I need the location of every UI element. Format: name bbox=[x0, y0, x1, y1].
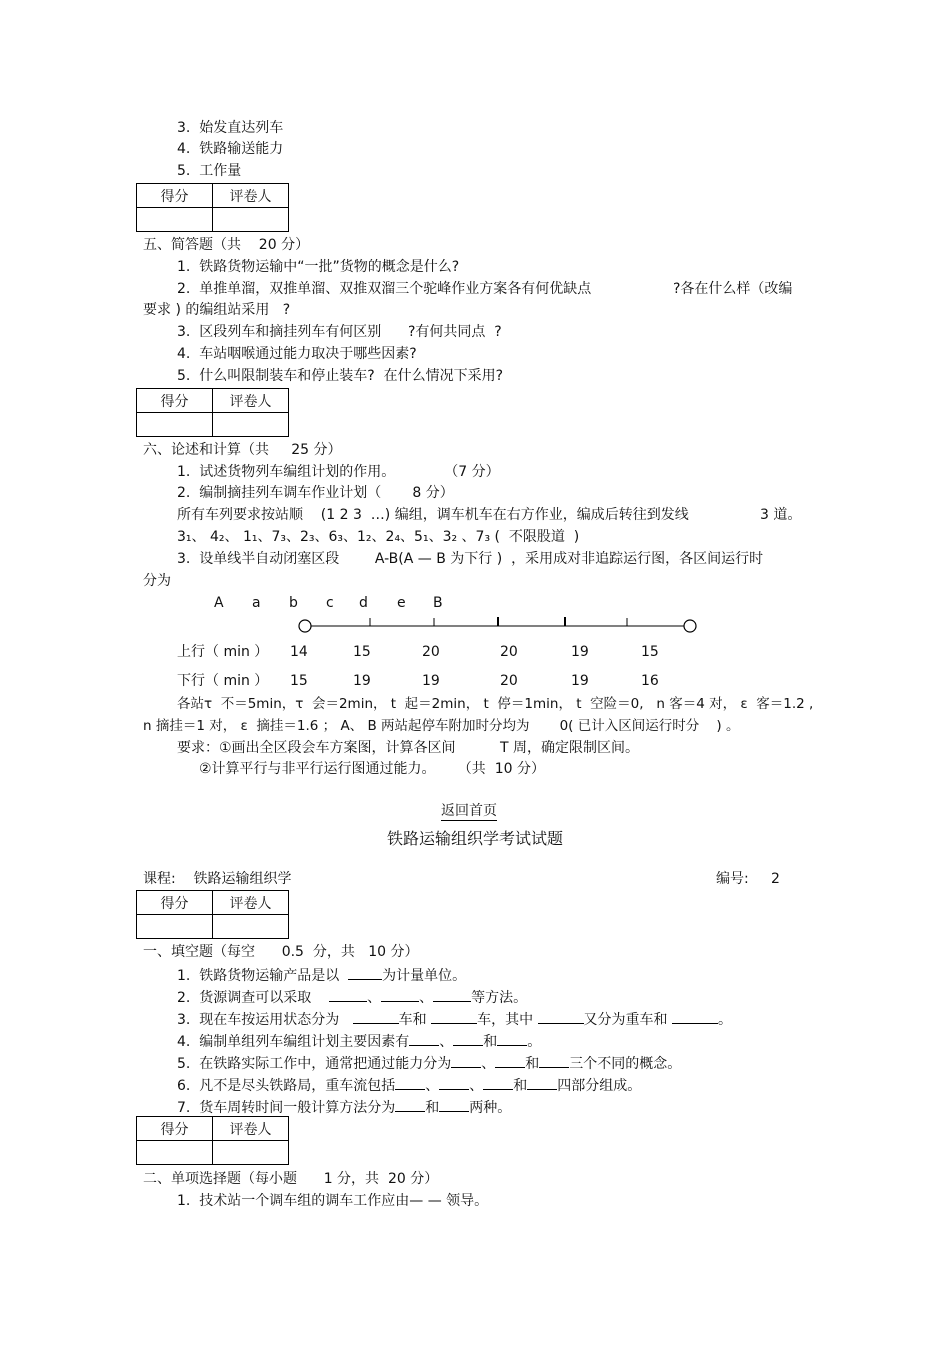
question: 1. 技术站一个调车组的调车工作应由— — 领导。 bbox=[177, 1193, 489, 1209]
text: 三个不同的概念。 bbox=[569, 1056, 682, 1072]
question: 5. 什么叫限制装车和停止装车? 在什么情况下采用? bbox=[177, 368, 504, 384]
blank bbox=[495, 1053, 525, 1068]
list-item: 4. 铁路输送能力 bbox=[177, 141, 284, 157]
blank bbox=[348, 965, 382, 980]
list-item: 5. 工作量 bbox=[177, 163, 242, 179]
question: 3. 区段列车和摘挂列车有何区别 ?有何共同点 ? bbox=[177, 324, 502, 340]
terminal-station-a bbox=[299, 620, 311, 632]
down-time: 20 bbox=[500, 673, 518, 689]
fill-question bbox=[177, 965, 466, 985]
blank bbox=[439, 1097, 469, 1112]
text: 。 bbox=[717, 1012, 732, 1028]
text: 。 bbox=[527, 1034, 542, 1050]
exam-title: 铁路运输组织学考试试题 bbox=[386, 829, 563, 848]
requirement: ②计算平行与非平行运行图通过能力。 （共 10 分） bbox=[199, 761, 545, 777]
blank bbox=[539, 1053, 569, 1068]
text: 和 bbox=[513, 1078, 528, 1094]
section-title: 五、简答题（共 20 分） bbox=[143, 237, 310, 253]
blank bbox=[672, 1009, 718, 1024]
text: 5. 在铁路实际工作中，通常把通过能力分为 bbox=[177, 1056, 452, 1072]
exam-number: 编号: 2 bbox=[716, 871, 780, 887]
down-time: 19 bbox=[353, 673, 371, 689]
down-time: 15 bbox=[290, 673, 308, 689]
fill-question: 2. 货源调查可以采取 、 、 等方法。 bbox=[177, 987, 527, 1007]
fill-question: 6. 凡不是尽头铁路局，重车流包括 、 、 和 四部分组成。 bbox=[177, 1075, 641, 1095]
fill-question bbox=[177, 1009, 732, 1029]
down-label: 下行（ min ） bbox=[177, 673, 269, 689]
requirement: 要求：①画出全区段会车方案图，计算各区间 T 周，确定限制区间。 bbox=[177, 740, 640, 756]
text: 为计量单位。 bbox=[382, 968, 467, 984]
score-table bbox=[136, 890, 289, 939]
car-sequence: 3₁、 4₂、 1₁、7₃、2₃、6₃、1₂、2₄、5₁、3₂ 、7₃ ( 不限股道 ) bbox=[177, 529, 580, 545]
text: 2. 货源调查可以采取 bbox=[177, 990, 312, 1006]
up-time: 15 bbox=[641, 644, 659, 660]
fill-question bbox=[177, 1097, 511, 1117]
blank bbox=[329, 987, 367, 1002]
grader-header: 评卷人 bbox=[213, 891, 289, 915]
text: 和 bbox=[525, 1056, 540, 1072]
up-time: 20 bbox=[500, 644, 518, 660]
blank bbox=[439, 1075, 469, 1090]
up-time: 20 bbox=[422, 644, 440, 660]
text: 四部分组成。 bbox=[557, 1078, 642, 1094]
params-line: 各站τ 不＝5min，τ 会＝2min， t 起＝2min， t 停＝1min， t 空险＝0, n 客＝4 对， ε 客＝1.2 , bbox=[177, 696, 814, 712]
blank bbox=[453, 1031, 483, 1046]
question: 2. 编制摘挂列车调车作业计划（ 8 分） bbox=[177, 485, 454, 501]
text: 等方法。 bbox=[471, 990, 528, 1006]
down-time: 19 bbox=[571, 673, 589, 689]
blank bbox=[433, 987, 471, 1002]
grader-header: 评卷人 bbox=[213, 1117, 289, 1141]
up-time: 14 bbox=[290, 644, 308, 660]
station-label: a bbox=[252, 595, 261, 611]
up-time: 15 bbox=[353, 644, 371, 660]
grader-cell bbox=[213, 1141, 289, 1165]
question-cont: 分为 bbox=[143, 573, 171, 589]
score-cell bbox=[137, 1141, 213, 1165]
station-label: A bbox=[214, 595, 224, 611]
blank bbox=[395, 1075, 425, 1090]
text: 又分为重车和 bbox=[583, 1012, 668, 1028]
list-item: 3. 始发直达列车 bbox=[177, 120, 284, 136]
station-label: c bbox=[326, 595, 334, 611]
text: 两种。 bbox=[469, 1100, 512, 1116]
question: 3. 设单线半自动闭塞区段 A-B(A — B 为下行 ) ，采用成对非追踪运行图，各区间运行时 bbox=[177, 551, 764, 567]
question: 1. 铁路货物运输中“一批”货物的概念是什么? bbox=[177, 259, 460, 275]
score-cell bbox=[137, 413, 213, 437]
params-line: n 摘挂＝1 对， ε 摘挂＝1.6 ； A、 B 两站起停车附加时分均为 0( 已计入区间运行时分 ) 。 bbox=[143, 718, 740, 734]
terminal-station-b bbox=[684, 620, 696, 632]
section-title: 二、单项选择题（每小题 1 分，共 20 分） bbox=[143, 1171, 439, 1187]
score-header: 得分 bbox=[137, 184, 213, 208]
blank bbox=[483, 1075, 513, 1090]
question: 2. 单推单溜，双推单溜、双推双溜三个驼峰作业方案各有何优缺点 bbox=[177, 281, 592, 297]
score-cell bbox=[137, 208, 213, 232]
section-title: 一、填空题（每空 0.5 分，共 10 分） bbox=[143, 944, 419, 960]
blank bbox=[409, 1031, 439, 1046]
grader-cell bbox=[213, 208, 289, 232]
blank bbox=[395, 1097, 425, 1112]
section-line-diagram bbox=[290, 612, 710, 640]
station-label: d bbox=[359, 595, 368, 611]
blank bbox=[431, 1009, 477, 1024]
score-table bbox=[136, 1116, 289, 1165]
text: 3. 现在车按运用状态分为 bbox=[177, 1012, 340, 1028]
fill-question: 5. 在铁路实际工作中，通常把通过能力分为 、 和 三个不同的概念。 bbox=[177, 1053, 681, 1073]
station-label: b bbox=[289, 595, 298, 611]
question-cont: 所有车列要求按站顺 (1 2 3 …) 编组，调车机车在右方作业，编成后转往到发线 bbox=[177, 507, 689, 523]
grader-cell bbox=[213, 413, 289, 437]
score-table bbox=[136, 388, 289, 437]
blank bbox=[497, 1031, 527, 1046]
score-header: 得分 bbox=[137, 389, 213, 413]
course-label: 课程: 铁路运输组织学 bbox=[143, 871, 292, 887]
score-table bbox=[136, 183, 289, 232]
grader-header: 评卷人 bbox=[213, 389, 289, 413]
blank bbox=[353, 1009, 399, 1024]
text: 6. 凡不是尽头铁路局，重车流包括 bbox=[177, 1078, 396, 1094]
grader-cell bbox=[213, 915, 289, 939]
up-time: 19 bbox=[571, 644, 589, 660]
text: 车和 bbox=[398, 1012, 427, 1028]
blank bbox=[451, 1053, 481, 1068]
fill-question: 4. 编制单组列车编组计划主要因素有 、 和 。 bbox=[177, 1031, 541, 1051]
up-label: 上行（ min ） bbox=[177, 644, 269, 660]
blank bbox=[527, 1075, 557, 1090]
score-header: 得分 bbox=[137, 891, 213, 915]
question-cont: 3 道。 bbox=[760, 507, 802, 523]
question: 4. 车站咽喉通过能力取决于哪些因素? bbox=[177, 346, 417, 362]
question-cont: 要求 ) 的编组站采用 ? bbox=[143, 302, 291, 318]
question: 1. 试述货物列车编组计划的作用。 （7 分） bbox=[177, 464, 500, 480]
grader-header: 评卷人 bbox=[213, 184, 289, 208]
question-cont: ?各在什么样（改编 bbox=[673, 281, 793, 297]
text: 和 bbox=[425, 1100, 440, 1116]
down-time: 19 bbox=[422, 673, 440, 689]
section-title: 六、论述和计算（共 25 分） bbox=[143, 442, 342, 458]
station-label: e bbox=[397, 595, 406, 611]
station-label: B bbox=[433, 595, 443, 611]
score-header: 得分 bbox=[137, 1117, 213, 1141]
blank bbox=[381, 987, 419, 1002]
text: 车，其中 bbox=[477, 1012, 534, 1028]
score-cell bbox=[137, 915, 213, 939]
text: 4. 编制单组列车编组计划主要因素有 bbox=[177, 1034, 410, 1050]
text: 7. 货车周转时间一般计算方法分为 bbox=[177, 1100, 396, 1116]
blank bbox=[538, 1009, 584, 1024]
down-time: 16 bbox=[641, 673, 659, 689]
text: 和 bbox=[483, 1034, 498, 1050]
text: 1. 铁路货物运输产品是以 bbox=[177, 968, 340, 984]
back-home-link[interactable]: 返回首页 bbox=[441, 803, 497, 819]
